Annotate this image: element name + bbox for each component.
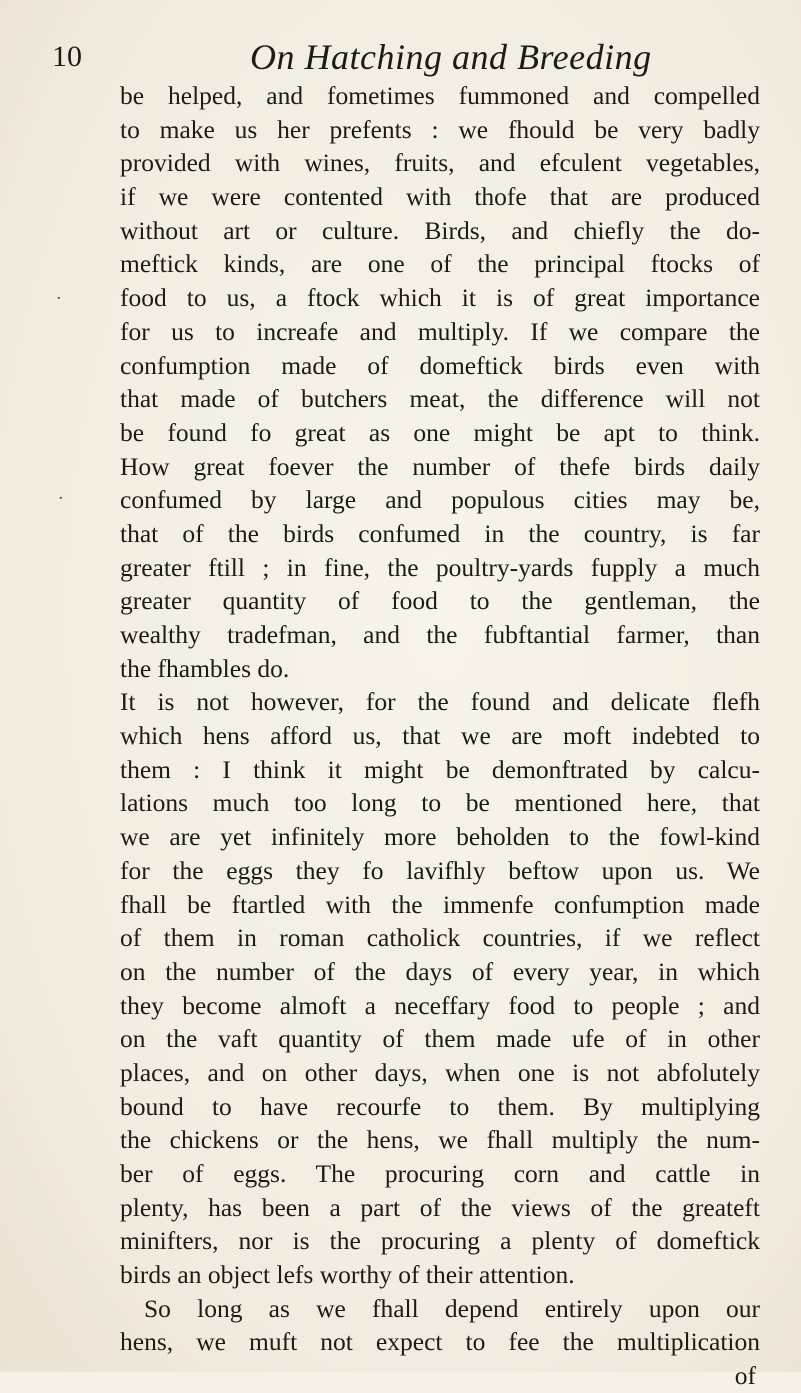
text-line: food to us, a ftock which it is of great importance bbox=[120, 283, 760, 313]
text-line: the chickens or the hens, we fhall multiply the num- bbox=[120, 1125, 760, 1155]
text-line: that of the birds confumed in the country, is far bbox=[120, 518, 760, 548]
page-number: 10 bbox=[52, 40, 82, 73]
text-line: for the eggs they fo lavifhly beftow upon us. We bbox=[120, 855, 760, 885]
text-line: they become almoft a neceffary food to people ; and bbox=[120, 990, 760, 1020]
text-line: minifters, nor is the procuring a plenty of domeftick bbox=[120, 1226, 760, 1256]
text-line: the fhambles do. bbox=[120, 653, 290, 683]
text-line: confumed by large and populous cities may be, bbox=[120, 485, 760, 515]
text-line: be helped, and fometimes fummoned and compelled bbox=[120, 81, 760, 110]
text-line: birds an object lefs worthy of their attention. bbox=[120, 1260, 575, 1290]
text-line: provided with wines, fruits, and efculent vegetables, bbox=[120, 148, 760, 178]
page-header bbox=[0, 18, 801, 78]
text-line: meftick kinds, are one of the principal ftocks of bbox=[120, 249, 760, 279]
text-line: which hens afford us, that we are moft indebted to bbox=[120, 721, 760, 751]
text-line: we are yet infinitely more beholden to the fowl-kind bbox=[120, 822, 760, 852]
text-line: lations much too long to be mentioned here, that bbox=[120, 788, 760, 818]
text-line: on the vaft quantity of them made ufe of in other bbox=[120, 1024, 760, 1054]
body-text bbox=[120, 79, 760, 1393]
text-line: for us to increafe and multiply. If we compare the bbox=[120, 316, 760, 346]
text-line: It is not however, for the found and delicate flefh bbox=[120, 687, 760, 717]
catchword: of bbox=[734, 1361, 756, 1391]
text-line: them : I think it might be demonftrated by calcu- bbox=[120, 754, 760, 784]
stray-mark: · bbox=[58, 488, 64, 509]
text-line: fhall be ftartled with the immenfe confumption made bbox=[120, 889, 760, 919]
text-line: that made of butchers meat, the difference will not bbox=[120, 384, 760, 414]
text-line: How great foever the number of thefe birds daily bbox=[120, 451, 760, 481]
text-line: bound to have recourfe to them. By multiplying bbox=[120, 1091, 760, 1121]
text-line: hens, we muft not expect to fee the multiplication bbox=[120, 1327, 760, 1357]
text-line: greater quantity of food to the gentleman, the bbox=[120, 586, 760, 616]
text-line: So long as we fhall depend entirely upon our bbox=[144, 1293, 760, 1323]
running-title: On Hatching and Breeding bbox=[250, 37, 652, 77]
text-line: confumption made of domeftick birds even with bbox=[120, 350, 760, 380]
text-line: without art or culture. Birds, and chiefly the do- bbox=[120, 215, 760, 245]
text-line: places, and on other days, when one is not abfolutely bbox=[120, 1057, 760, 1087]
text-line: on the number of the days of every year, in which bbox=[120, 956, 760, 986]
text-line: of them in roman catholick countries, if we reflect bbox=[120, 923, 760, 953]
text-line: if we were contented with thofe that are produced bbox=[120, 182, 760, 212]
text-line: plenty, has been a part of the views of the greateft bbox=[120, 1192, 760, 1222]
text-line: greater ftill ; in fine, the poultry-yards fupply a much bbox=[120, 552, 760, 582]
text-line: to make us her prefents : we fhould be very badly bbox=[120, 114, 760, 144]
text-line: be found fo great as one might be apt to think. bbox=[120, 417, 760, 447]
text-line: ber of eggs. The procuring corn and cattle in bbox=[120, 1159, 760, 1188]
text-line: wealthy tradefman, and the fubftantial farmer, than bbox=[120, 620, 760, 649]
stray-mark: · bbox=[56, 288, 62, 309]
